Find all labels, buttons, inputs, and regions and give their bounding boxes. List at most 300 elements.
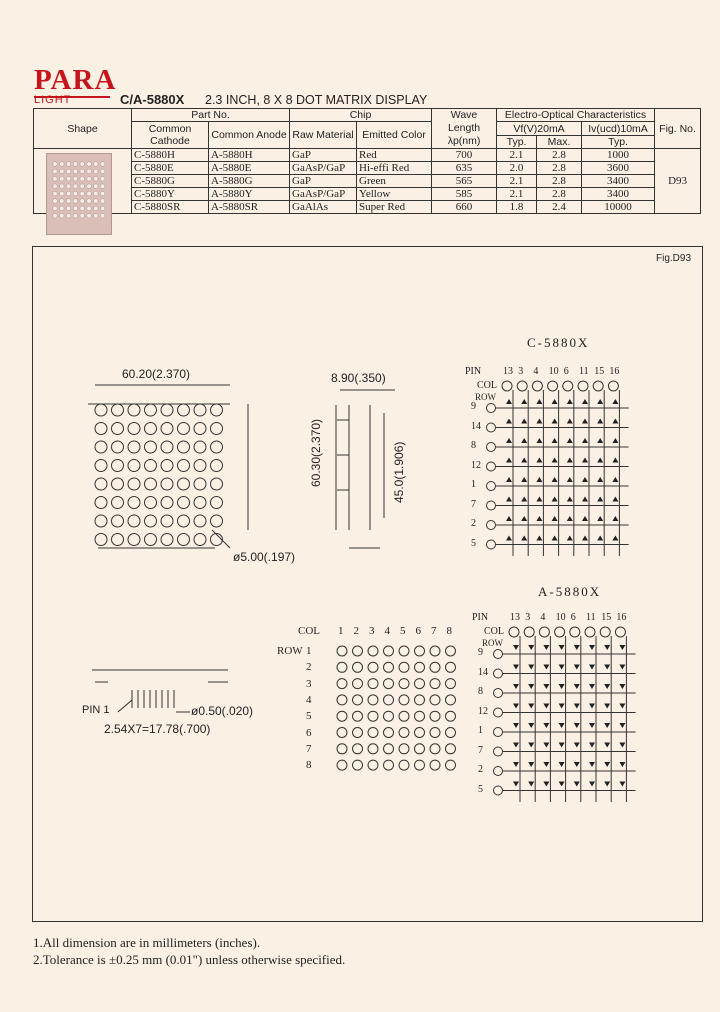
grid-led-dot [353, 728, 363, 738]
front-led-dot [161, 478, 173, 490]
a-schematic-diode [589, 665, 595, 670]
shape-header: Shape [34, 109, 132, 149]
front-led-dot [178, 478, 190, 490]
front-led-dot [128, 515, 140, 527]
col-number: 7 [431, 625, 437, 637]
c-schematic-pin-col-number: 4 [533, 366, 539, 377]
row-label: ROW [277, 645, 303, 657]
c-schematic-diode [521, 477, 527, 482]
front-width-label: 60.20(2.370) [122, 367, 191, 381]
front-led-dot [211, 478, 223, 490]
front-led-dot [161, 497, 173, 509]
brand-logo: PARA [34, 64, 117, 96]
c-schematic-pin-row-number: 12 [471, 459, 481, 471]
grid-led-dot [430, 646, 440, 656]
spec-cell: A-5880H [209, 149, 290, 162]
c-schematic-diode [506, 536, 512, 541]
a-schematic-diode [559, 723, 565, 728]
a-schematic-diode [619, 665, 625, 670]
front-led-dot [194, 404, 206, 416]
a-schematic-diode [513, 645, 519, 650]
spec-cell: A-5880G [209, 175, 290, 188]
a-schematic-diode [528, 704, 534, 709]
c-schematic-pin-row-number: 8 [471, 440, 476, 451]
c-schematic-row-node [487, 462, 496, 471]
a-schematic-diode [559, 665, 565, 670]
spec-cell: GaP [290, 149, 357, 162]
a-schematic-pin-row-number: 12 [478, 705, 488, 717]
c-schematic-diode [552, 536, 558, 541]
a-schematic-diode [619, 743, 625, 748]
c-schematic-diode [582, 516, 588, 521]
c-schematic-diode [612, 497, 618, 502]
spec-cell: 2.8 [537, 175, 582, 188]
a-schematic-diode [513, 782, 519, 787]
c-schematic-col-node [548, 381, 558, 391]
a-schematic-col-node [524, 627, 534, 637]
grid-led-dot [446, 744, 456, 754]
front-led-dot [128, 497, 140, 509]
row-number: 4 [306, 693, 312, 706]
grid-led-dot [399, 711, 409, 721]
a-schematic-diode [528, 684, 534, 689]
grid-led-dot [384, 646, 394, 656]
brand-logo-sub: LIGHT [34, 94, 72, 106]
a-schematic-pin-row-number: 1 [478, 725, 483, 736]
a-schematic-row-node [494, 786, 503, 795]
spec-cell: 1.8 [497, 201, 537, 214]
a-schematic-diode [619, 684, 625, 689]
a-schematic-col-node [570, 627, 580, 637]
a-schematic-pin-row-number: 2 [478, 764, 483, 775]
front-led-dot [178, 515, 190, 527]
a-schematic-diode [528, 743, 534, 748]
front-led-dot [194, 441, 206, 453]
a-schematic-diode [574, 782, 580, 787]
typ-header: Typ. [497, 136, 537, 149]
c-schematic-pin-row-number: 14 [471, 420, 481, 432]
front-led-dot [211, 404, 223, 416]
spec-cell: A-5880Y [209, 188, 290, 201]
c-schematic-diode [536, 477, 542, 482]
a-schematic-pin-col-number: 3 [525, 612, 531, 623]
c-schematic-diode [567, 458, 573, 463]
front-led-dot [128, 478, 140, 490]
grid-led-dot [415, 646, 425, 656]
a-schematic-diode [543, 782, 549, 787]
c-schematic-row-node [487, 501, 496, 510]
grid-led-dot [415, 728, 425, 738]
c-schematic-col-node [563, 381, 573, 391]
c-schematic-diode [612, 477, 618, 482]
spec-cell: Red [357, 149, 432, 162]
c-schematic-diode [597, 399, 603, 404]
grid-led-dot [430, 728, 440, 738]
a-schematic-row-node [494, 650, 503, 659]
a-schematic-diode [589, 762, 595, 767]
front-led-dot [211, 423, 223, 435]
col-number: 1 [338, 625, 344, 637]
front-led-dot [95, 404, 107, 416]
a-schematic-diode [528, 762, 534, 767]
front-led-dot [211, 460, 223, 472]
a-schematic-diode [589, 684, 595, 689]
a-schematic-diode [543, 762, 549, 767]
a-schematic-row-node [494, 689, 503, 698]
pin1-label: PIN 1 [82, 704, 110, 716]
c-schematic-title: C-5880X [527, 335, 590, 350]
front-led-dot [112, 478, 124, 490]
front-led-dot [128, 534, 140, 546]
c-schematic-diode [567, 399, 573, 404]
grid-led-dot [384, 711, 394, 721]
grid-led-dot [368, 728, 378, 738]
a-schematic-col-node [615, 627, 625, 637]
grid-led-dot [353, 744, 363, 754]
c-schematic-diode [536, 516, 542, 521]
spec-cell: 565 [432, 175, 497, 188]
front-led-dot [145, 441, 157, 453]
grid-led-dot [430, 711, 440, 721]
a-schematic-diode [543, 684, 549, 689]
a-schematic-diode [513, 743, 519, 748]
a-schematic-diode [574, 684, 580, 689]
side-width-label: 8.90(.350) [331, 371, 386, 385]
grid-led-dot [415, 744, 425, 754]
c-schematic-diode [567, 438, 573, 443]
front-led-dot [161, 460, 173, 472]
a-schematic-diode [574, 665, 580, 670]
c-schematic-diode [552, 438, 558, 443]
grid-led-dot [384, 744, 394, 754]
spec-cell: 1000 [582, 149, 655, 162]
spec-cell: 660 [432, 201, 497, 214]
a-schematic-pin-col-number: 13 [510, 612, 520, 623]
a-schematic-diode [528, 723, 534, 728]
c-schematic-diode [582, 399, 588, 404]
c-schematic-diode [582, 536, 588, 541]
grid-led-dot [446, 728, 456, 738]
a-schematic-col-node [600, 627, 610, 637]
a-schematic-diode [543, 665, 549, 670]
a-schematic-diode [543, 723, 549, 728]
row-number: 1 [306, 645, 312, 657]
front-led-dot [112, 534, 124, 546]
a-schematic-col-node [539, 627, 549, 637]
spec-cell: 2.8 [537, 188, 582, 201]
spec-cell: 3400 [582, 188, 655, 201]
grid-led-dot [337, 760, 347, 770]
pin-span-label: 45.0(1.906) [392, 441, 406, 503]
a-schematic-pin-row-number: 9 [478, 647, 483, 658]
a-schematic-col-node [555, 627, 565, 637]
raw-material-header: Raw Material [290, 122, 357, 149]
grid-led-dot [368, 695, 378, 705]
grid-led-dot [415, 711, 425, 721]
grid-led-dot [399, 760, 409, 770]
common-anode-header: Common Anode [209, 122, 290, 149]
c-schematic-col-node [517, 381, 527, 391]
front-led-dot [95, 460, 107, 472]
c-schematic-diode [597, 438, 603, 443]
grid-led-dot [368, 679, 378, 689]
grid-led-dot [353, 695, 363, 705]
a-schematic-pin-col-number: 16 [616, 612, 627, 623]
spec-cell: 3400 [582, 175, 655, 188]
a-schematic-pin-row-number: 7 [478, 744, 483, 756]
grid-led-dot [415, 695, 425, 705]
c-schematic-row-label: ROW [475, 392, 496, 402]
a-schematic-pin-col-number: 15 [601, 612, 612, 623]
c-schematic-diode [582, 458, 588, 463]
a-schematic-diode [513, 704, 519, 709]
pin-diameter-label: ø0.50(.020) [191, 704, 254, 718]
col-number: 3 [369, 625, 375, 637]
front-led-dot [128, 460, 140, 472]
c-schematic-diode [521, 458, 527, 463]
c-schematic-diode [536, 536, 542, 541]
c-schematic-col-node [502, 381, 512, 391]
spec-cell: 2.1 [497, 149, 537, 162]
c-schematic-diode [612, 458, 618, 463]
grid-led-dot [446, 760, 456, 770]
col-number: 6 [415, 625, 421, 637]
grid-led-dot [446, 646, 456, 656]
a-schematic-diode [604, 645, 610, 650]
common-cathode-header: Common Cathode [132, 122, 209, 149]
spec-cell: C-5880Y [132, 188, 209, 201]
row-number: 7 [306, 742, 312, 755]
front-led-dot [178, 404, 190, 416]
front-led-dot [194, 478, 206, 490]
front-led-dot [95, 515, 107, 527]
a-schematic-diode [513, 684, 519, 689]
grid-led-dot [415, 679, 425, 689]
spec-cell: 635 [432, 162, 497, 175]
grid-led-dot [384, 679, 394, 689]
a-schematic-pin-label: PIN [472, 612, 489, 623]
grid-led-dot [430, 744, 440, 754]
c-schematic-diode [597, 516, 603, 521]
spec-cell: 10000 [582, 201, 655, 214]
c-schematic-pin-col-number: 3 [518, 366, 524, 377]
c-schematic-diode [506, 516, 512, 521]
a-schematic-row-node [494, 767, 503, 776]
a-schematic-pin-col-number: 4 [540, 612, 546, 623]
grid-led-dot [337, 728, 347, 738]
spec-cell: 700 [432, 149, 497, 162]
a-schematic-diode [574, 762, 580, 767]
c-schematic-row-node [487, 443, 496, 452]
c-schematic-diode [567, 477, 573, 482]
a-schematic-diode [589, 743, 595, 748]
note-1: 1.All dimension are in millimeters (inches). [33, 935, 261, 950]
wave-length-header: Wave Length λp(nm) [432, 109, 497, 149]
part-number: C/A-5880X [120, 92, 185, 107]
vf-header: Vf(V)20mA [497, 122, 582, 136]
c-schematic-diode [552, 497, 558, 502]
c-schematic-diode [567, 516, 573, 521]
grid-led-dot [446, 679, 456, 689]
c-schematic-diode [612, 399, 618, 404]
a-schematic-pin-row-number: 5 [478, 783, 483, 795]
front-led-dot [128, 441, 140, 453]
front-led-dot [145, 534, 157, 546]
spec-cell: C-5880SR [132, 201, 209, 214]
grid-led-dot [430, 662, 440, 672]
grid-led-dot [337, 646, 347, 656]
a-schematic-diode [574, 645, 580, 650]
c-schematic-diode [536, 399, 542, 404]
front-led-dot [112, 404, 124, 416]
fig-no-header: Fig. No. [655, 109, 701, 149]
c-schematic-diode [536, 497, 542, 502]
fig-cell: D93 [655, 149, 701, 214]
c-schematic-diode [597, 477, 603, 482]
row-number: 5 [306, 710, 312, 723]
c-schematic-diode [521, 536, 527, 541]
front-led-dot [194, 423, 206, 435]
grid-led-dot [384, 728, 394, 738]
front-led-dot [145, 515, 157, 527]
c-schematic-diode [567, 497, 573, 502]
a-schematic-diode [604, 684, 610, 689]
grid-led-dot [384, 695, 394, 705]
a-schematic-col-label: COL [484, 626, 504, 637]
leader-line [118, 700, 132, 712]
a-schematic-row-node [494, 747, 503, 756]
front-led-dot [194, 515, 206, 527]
grid-led-dot [430, 760, 440, 770]
col-number: 5 [400, 625, 406, 637]
grid-led-dot [399, 695, 409, 705]
spec-cell: Hi-effi Red [357, 162, 432, 175]
grid-led-dot [415, 662, 425, 672]
spec-cell: C-5880H [132, 149, 209, 162]
spec-cell: GaP [290, 175, 357, 188]
front-led-dot [161, 423, 173, 435]
grid-led-dot [368, 711, 378, 721]
front-led-dot [112, 423, 124, 435]
front-led-dot [112, 497, 124, 509]
a-schematic-diode [543, 704, 549, 709]
c-schematic-pin-col-number: 6 [563, 366, 569, 377]
grid-led-dot [399, 646, 409, 656]
row-number: 3 [306, 677, 312, 690]
grid-led-dot [446, 711, 456, 721]
front-led-dot [145, 404, 157, 416]
front-led-dot [211, 497, 223, 509]
c-schematic-diode [612, 516, 618, 521]
front-led-dot [161, 515, 173, 527]
c-schematic-col-node [532, 381, 542, 391]
front-led-dot [194, 460, 206, 472]
spec-cell: 2.8 [537, 149, 582, 162]
a-schematic-diode [543, 645, 549, 650]
a-schematic-diode [619, 782, 625, 787]
a-schematic-row-node [494, 669, 503, 678]
a-schematic-diode [574, 723, 580, 728]
c-schematic-diode [597, 497, 603, 502]
c-schematic-diode [552, 458, 558, 463]
c-schematic-diode [506, 477, 512, 482]
row-number: 8 [306, 759, 312, 772]
c-schematic-row-node [487, 521, 496, 530]
col-number: 2 [353, 625, 359, 637]
c-schematic-diode [521, 438, 527, 443]
c-schematic-pin-row-number: 1 [471, 479, 476, 490]
a-schematic-diode [604, 723, 610, 728]
front-led-dot [145, 423, 157, 435]
spec-cell: C-5880E [132, 162, 209, 175]
grid-led-dot [337, 695, 347, 705]
grid-led-dot [353, 646, 363, 656]
front-led-dot [95, 497, 107, 509]
c-schematic-diode [552, 516, 558, 521]
a-schematic-diode [589, 782, 595, 787]
c-schematic-diode [582, 419, 588, 424]
c-schematic-diode [597, 536, 603, 541]
grid-led-dot [368, 744, 378, 754]
a-schematic-pin-col-number: 11 [586, 612, 596, 623]
a-schematic-diode [604, 762, 610, 767]
c-schematic-diode [612, 419, 618, 424]
iv-header: Iv(ucd)10mA [582, 122, 655, 136]
c-schematic-diode [567, 419, 573, 424]
fig-label: Fig.D93 [656, 253, 692, 264]
front-led-dot [112, 460, 124, 472]
spec-cell: 585 [432, 188, 497, 201]
grid-led-dot [430, 679, 440, 689]
c-schematic-pin-label: PIN [465, 366, 482, 377]
a-schematic-col-node [585, 627, 595, 637]
front-led-dot [95, 423, 107, 435]
col-number: 4 [384, 625, 390, 637]
c-schematic-row-node [487, 540, 496, 549]
grid-led-dot [337, 679, 347, 689]
part-no-header: Part No. [132, 109, 290, 122]
spec-cell: Yellow [357, 188, 432, 201]
c-schematic-diode [506, 438, 512, 443]
c-schematic-diode [521, 399, 527, 404]
c-schematic-diode [506, 497, 512, 502]
grid-led-dot [399, 728, 409, 738]
c-schematic-diode [582, 477, 588, 482]
a-schematic-diode [574, 743, 580, 748]
grid-led-dot [337, 744, 347, 754]
a-schematic-diode [559, 704, 565, 709]
c-schematic-diode [521, 497, 527, 502]
c-schematic-row-node [487, 404, 496, 413]
col-label: COL [298, 625, 320, 637]
a-schematic-diode [604, 782, 610, 787]
front-led-dot [161, 404, 173, 416]
spec-cell: GaAsP/GaP [290, 162, 357, 175]
front-led-dot [178, 497, 190, 509]
c-schematic-col-node [593, 381, 603, 391]
grid-led-dot [446, 662, 456, 672]
a-schematic-col-node [509, 627, 519, 637]
a-schematic-diode [589, 704, 595, 709]
a-schematic-diode [619, 645, 625, 650]
a-schematic-diode [543, 743, 549, 748]
a-schematic-diode [604, 743, 610, 748]
a-schematic-diode [619, 762, 625, 767]
grid-led-dot [399, 679, 409, 689]
a-schematic-diode [513, 665, 519, 670]
a-schematic-diode [528, 645, 534, 650]
grid-led-dot [353, 711, 363, 721]
